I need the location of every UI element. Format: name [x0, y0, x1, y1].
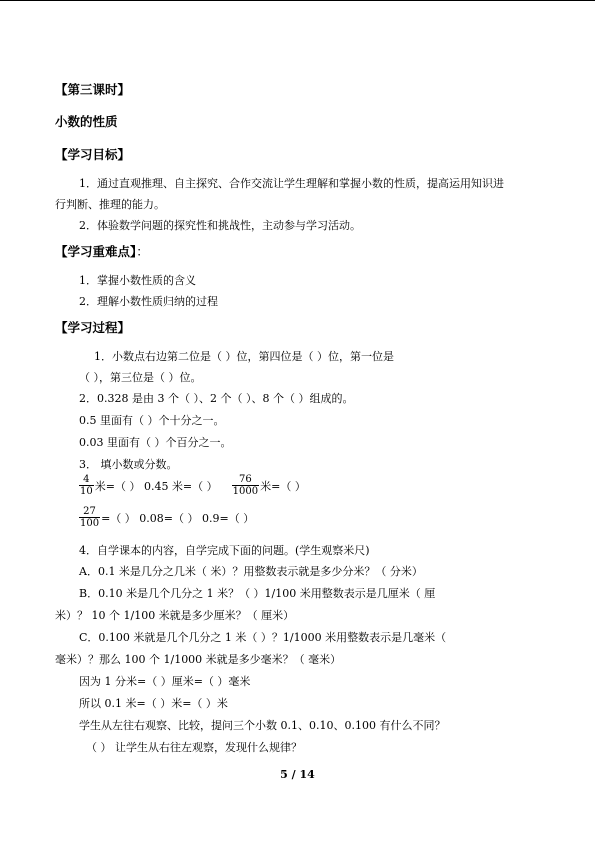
keypoint-item-1: 1．掌握小数性质的含义	[79, 274, 196, 287]
so-line: 所以 0.1 米=（ ）米=（ ）米	[79, 697, 228, 710]
page-number: 5 / 14	[280, 768, 315, 781]
question-4c-line-2: 毫米）？那么 100 个 1/1000 米就是多少毫米？（ 毫米）	[55, 653, 342, 666]
question-4a: A．0.1 米是几分之几米（ 米）？用整数表示就是多少分米？（ 分米）	[79, 565, 423, 578]
question-1-line-1: 1．小数点右边第二位是（ ）位，第四位是（ ）位，第一位是	[94, 350, 394, 363]
question-2-line-2: 0.5 里面有（ ）个十分之一。	[79, 414, 225, 427]
goal-item-1-cont: 行判断、推理的能力。	[55, 198, 165, 211]
fraction-76-1000	[232, 474, 259, 497]
because-line: 因为 1 分米=（ ）厘米=（ ）毫米	[79, 675, 251, 688]
question-2-line-3: 0.03 里面有（ ）个百分之一。	[79, 436, 232, 449]
fraction-denominator: 10	[80, 486, 93, 497]
fraction-denominator: 1000	[232, 486, 259, 497]
fraction-numerator: 4	[83, 474, 90, 485]
goal-item-2: 2．体验数学问题的探究性和挑战性，主动参与学习活动。	[79, 219, 361, 232]
compare-line: 学生从左往右观察、比较，提问三个小数 0.1、0.10、0.100 有什么不同？	[79, 719, 446, 732]
keypoints-heading-text: 【学习重难点】	[55, 244, 137, 259]
keypoint-item-2: 2．理解小数性质归纳的过程	[79, 295, 218, 308]
fraction-numerator: 76	[239, 474, 252, 485]
keypoints-heading	[55, 244, 149, 260]
page-top-rule	[0, 0, 595, 1]
rule-line: （ ） 让学生从右往左观察，发现什么规律？	[86, 741, 302, 754]
fraction-27-100	[79, 506, 100, 529]
question-3-heading: 3． 填小数或分数。	[79, 458, 178, 471]
keypoints-colon: ：	[136, 244, 149, 259]
fraction-row-2	[79, 506, 254, 529]
fraction-denominator: 100	[80, 518, 100, 529]
question-1-line-2: （ ），第三位是（ ）位。	[79, 371, 202, 384]
goal-item-1: 1．通过直观推理、自主探究、合作交流让学生理解和掌握小数的性质，提高运用知识进	[79, 177, 504, 190]
fraction-4-10	[79, 474, 94, 497]
question-4b-line-1: B．0.10 米是几个几分之 1 米？（ ）1/100 米用整数表示是几厘米（ 厘	[79, 587, 436, 600]
question-4-heading: 4．自学课本的内容，自学完成下面的问题。(学生观察米尺)	[79, 544, 370, 557]
question-4c-line-1: C．0.100 米就是几个几分之 1 米（ ）？1/1000 米用整数表示是几毫米（	[79, 631, 447, 644]
question-2-line-1: 2．0.328 是由 3 个（ ）、2 个（ ）、8 个（ ）组成的。	[79, 392, 354, 405]
lesson-heading: 【第三课时】	[55, 82, 131, 97]
fraction-numerator: 27	[83, 506, 96, 517]
goals-heading: 【学习目标】	[55, 147, 131, 162]
fraction-row-2-text: =（ ） 0.08=（ ） 0.9=（ ）	[101, 511, 255, 525]
fraction-row-1	[79, 474, 306, 497]
process-heading: 【学习过程】	[55, 320, 131, 335]
fraction-row-1-text-2: 米=（ ）	[260, 479, 306, 493]
page-title: 小数的性质	[55, 114, 118, 129]
fraction-row-1-text: 米=（ ） 0.45 米=（ ）	[94, 479, 218, 493]
question-4b-line-2: 米）？ 10 个 1/100 米就是多少厘米？（ 厘米）	[55, 609, 295, 622]
